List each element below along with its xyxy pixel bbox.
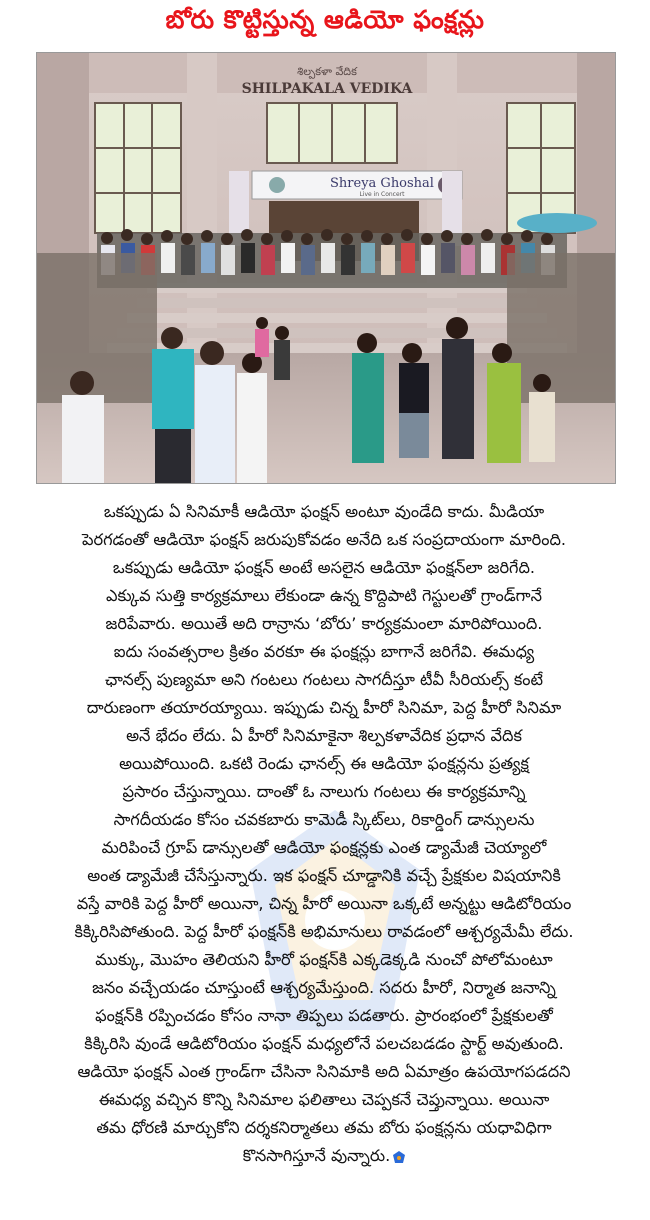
article-line: ఎక్కువ సుత్తి కార్యక్రమాలు లేకుండా ఉన్న కొద్దిపాటి గెస్టులతో గ్రాండ్‌గానే: [106, 586, 542, 605]
article-last-text: కొనసాగిస్తూనే వున్నారు.: [242, 1146, 391, 1165]
article-line: ఆడియో ఫంక్షన్ ఎంత గ్రాండ్‌గా చేసినా సినిమాకి అది ఏమాత్రం ఉపయోగపడదని: [77, 1062, 571, 1081]
article-end-icon: [393, 1151, 405, 1163]
article-line: పెరగడంతో ఆడియో ఫంక్షన్ జరుపుకోవడం అనేది ఒక సంప్రదాయంగా మారింది.: [81, 530, 567, 549]
building-sign-telugu: శిల్పకళా వేదిక: [297, 65, 357, 78]
article-line: అనే భేదం లేదు. ఏ హీరో సినిమాకైనా శిల్పకళావేదిక ప్రధాన వేదిక: [126, 726, 522, 745]
article-line: ఒకప్పుడు ఏ సినిమాకీ ఆడియో ఫంక్షన్ అంటూ వుండేది కాదు. మీడియా: [103, 502, 545, 521]
article-line: జరిపేవారు. అయితే అది రాన్రాను ‘బోరు’ కార్యక్రమంలా మారిపోయింది.: [105, 614, 543, 633]
article-line: మరిపించే గ్రూప్ డాన్సులతో ఆడియో ఫంక్షన్లకు ఎంత డ్యామేజీ చెయ్యాలో: [101, 838, 547, 857]
article-line: అయిపోయింది. ఒకటి రెండు ఛానల్స్ ఈ ఆడియో ఫంక్షన్లను ప్రత్యక్ష: [119, 754, 529, 773]
article-line: ఒకప్పుడు ఆడియో ఫంక్షన్ అంటే అసలైన ఆడియో ఫంక్షన్‌లా జరిగేది.: [112, 558, 536, 577]
article-line: కిక్కిరిసిపోతుంది. పెద్ద హీరో ఫంక్షన్‌కి అభిమానులు రావడంలో ఆశ్చర్యమేమీ లేదు.: [74, 922, 574, 941]
banner-name: Shreya Ghoshal: [330, 176, 434, 191]
article-line: కిక్కిరిసి వుండే ఆడిటోరియం ఫంక్షన్ మధ్యలోనే పలచబడడం స్టార్ట్ అవుతుంది.: [84, 1034, 564, 1053]
article-line: ముక్కు, మొహం తెలియని హీరో ఫంక్షన్‌కి ఎక్కడెక్కడి నుంచో పోలోమంటూ: [95, 950, 553, 969]
article-line: తమ ధోరణి మార్చుకోని దర్శకనిర్మాతలు తమ బోరు ఫంక్షన్లను యధావిధిగా: [96, 1118, 552, 1137]
banner-subtitle: Live in Concert: [359, 191, 405, 198]
article-headline: బోరు కొట్టిస్తున్న ఆడియో ఫంక్షన్లు: [165, 5, 485, 34]
article-line: ఐదు సంవత్సరాల క్రితం వరకూ ఈ ఫంక్షన్లు బాగానే జరిగేవి. ఈమధ్య: [113, 642, 535, 661]
article-line: ప్రసారం చేస్తున్నాయి. దాంతో ఓ నాలుగు గంటలు ఈ కార్యక్రమాన్ని: [122, 782, 526, 801]
article-line: సాగదీయడం కోసం చవకబారు కామెడీ స్కిట్‌లు, రికార్డింగ్ డాన్సులను: [113, 810, 535, 829]
article-body: [40, 498, 608, 1210]
event-photo: [36, 52, 616, 484]
article-line: వస్తే వారికి పెద్ద హీరో అయినా, చిన్న హీరో అయినా ఒక్కటే అన్నట్టు ఆడిటోరియం: [76, 894, 572, 913]
article-line: ఛానల్స్ పుణ్యమా అని గంటలు గంటలు సాగదీస్తూ టీవీ సీరియల్స్ కంటే: [104, 670, 543, 689]
building-sign: SHILPAKALA VEDIKA: [241, 81, 413, 97]
article-line-last: [40, 1142, 608, 1170]
article-line: ఫంక్షన్‌కి రప్పించడం కోసం నానా తిప్పలు పడతారు. ప్రారంభంలో ప్రేక్షకులతో: [95, 1006, 553, 1025]
article-line: ఈమధ్య వచ్చిన కొన్ని సినిమాల ఫలితాలు చెప్పకనే చెప్తున్నాయి. అయినా: [98, 1090, 550, 1109]
article-line: జనం వచ్చేయడం చూస్తుంటే ఆశ్చర్యమేస్తుంది. సదరు హీరో, నిర్మాత జనాన్ని: [92, 978, 556, 997]
article-line: దారుణంగా తయారయ్యాయి. ఇప్పుడు చిన్న హీరో సినిమా, పెద్ద హీరో సినిమా: [86, 698, 562, 717]
article-line: అంత డ్యామేజీ చేసేస్తున్నారు. ఇక ఫంక్షన్ చూడ్డానికి వచ్చే ప్రేక్షకుల విషయానికి: [87, 866, 561, 885]
